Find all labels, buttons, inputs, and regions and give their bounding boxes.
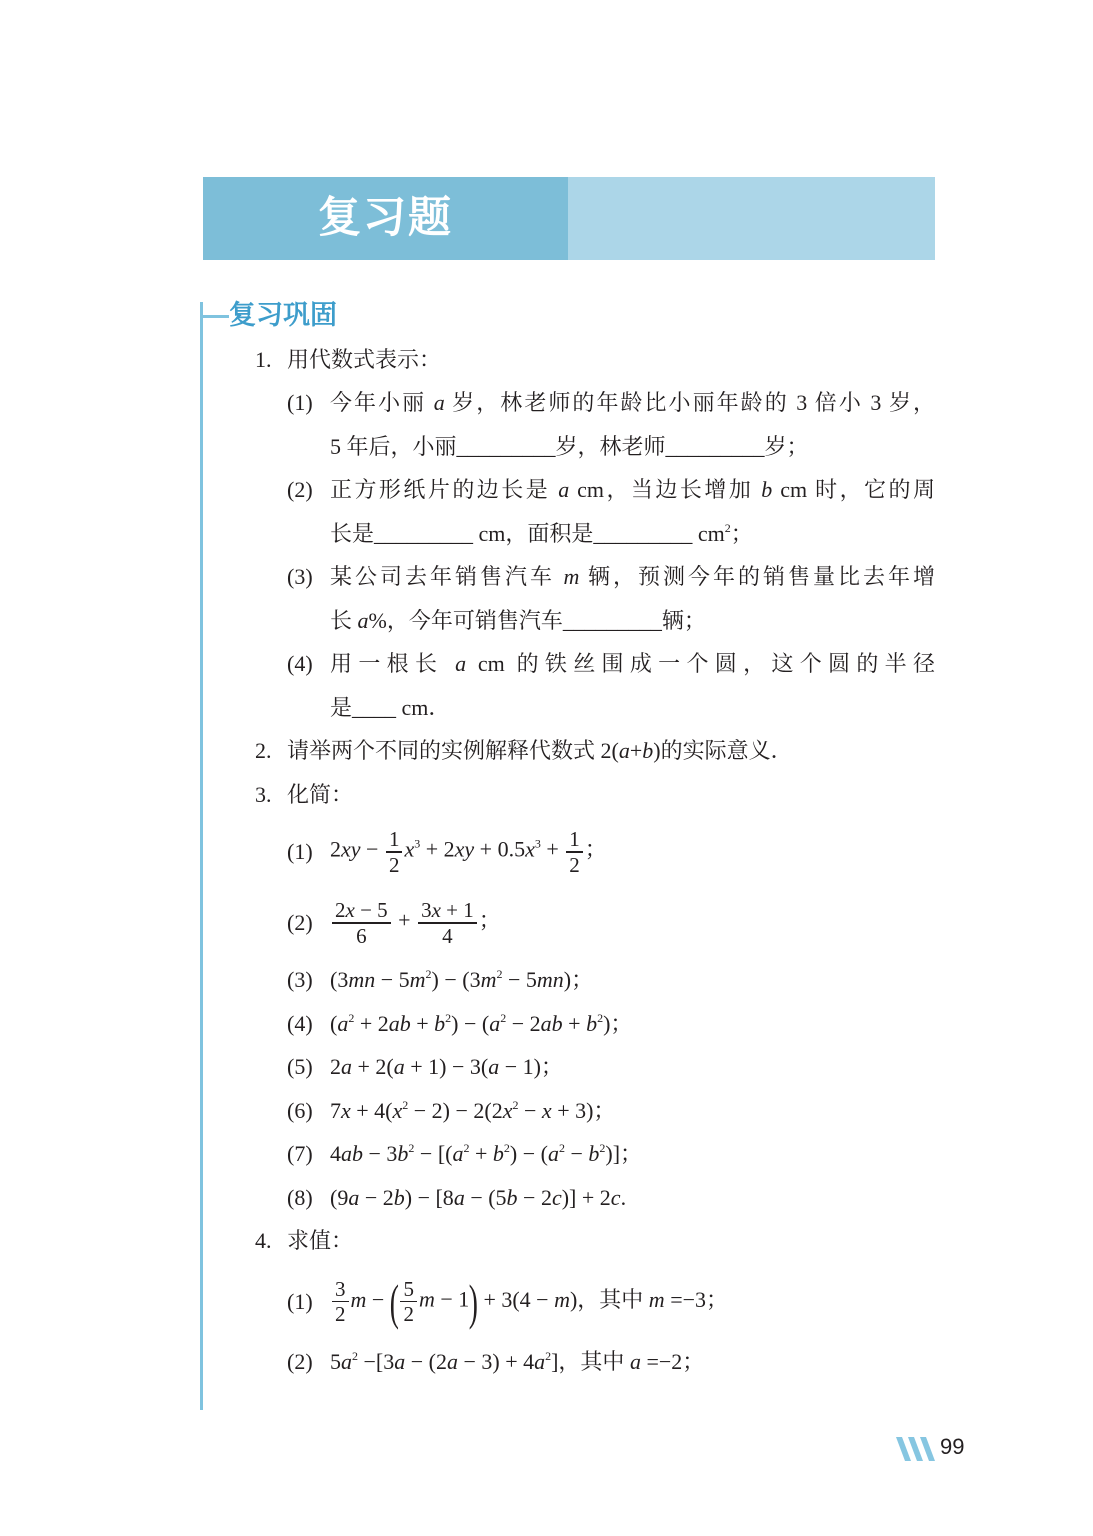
- text-run: )] + 2: [561, 1184, 611, 1210]
- text-run: 请举两个不同的实例解释代数式 2(: [287, 738, 619, 764]
- math-variable: xy: [341, 837, 361, 863]
- text-run: −: [360, 837, 384, 863]
- text-run: ]，其中: [551, 1348, 630, 1374]
- fraction: [400, 1277, 417, 1326]
- math-variable: a: [348, 1184, 360, 1210]
- superscript: 2: [558, 1141, 565, 1156]
- text-run: + 4(: [350, 1097, 393, 1123]
- answer-blank: _________: [562, 607, 662, 633]
- text-run: (: [330, 1010, 338, 1036]
- fraction-numerator: [332, 1277, 349, 1301]
- text-run: ) − (3: [431, 967, 481, 993]
- math-variable: b: [397, 1141, 409, 1167]
- fraction: [418, 898, 477, 947]
- fraction-numerator: [386, 827, 403, 851]
- text-run: ) − [8: [404, 1184, 454, 1210]
- text-run: 某公司去年销售汽车: [330, 564, 564, 590]
- section-rule-tick: [200, 315, 229, 318]
- text-run: 5: [330, 1348, 341, 1374]
- text-run: 求值：: [287, 1228, 354, 1254]
- sub-question-label: (2): [287, 910, 313, 935]
- superscript: 2: [352, 1348, 358, 1363]
- sub-question-line: [287, 1340, 935, 1384]
- problem-2: [255, 730, 935, 774]
- sub-question: [255, 1133, 935, 1177]
- problem-1: [255, 338, 935, 730]
- sub-question-line: [287, 1089, 935, 1133]
- text-run: − 2) − 2(2: [408, 1097, 503, 1123]
- superscript: 2: [503, 1141, 510, 1156]
- sub-question-line: [287, 469, 935, 513]
- text-run: − 2: [359, 1184, 394, 1210]
- line-body: [287, 345, 935, 375]
- problem-line: [255, 730, 935, 774]
- math-variable: b: [642, 738, 654, 764]
- text-run: − 1: [434, 1286, 470, 1312]
- text-run: 3: [335, 1276, 346, 1301]
- math-variable: b: [393, 1184, 405, 1210]
- superscript: 3: [414, 837, 421, 852]
- line-body: [330, 475, 935, 505]
- text-run: )，其中: [569, 1286, 649, 1312]
- banner-light-panel: [568, 177, 935, 260]
- math-variable: b: [434, 1010, 446, 1036]
- text-run: 岁，林老师的年龄比小丽年龄的 3 倍小 3 岁，: [444, 390, 935, 416]
- text-run: − 5: [354, 898, 388, 923]
- superscript: 2: [512, 1097, 519, 1112]
- big-right-paren: ): [469, 1273, 479, 1330]
- fraction-denominator: [353, 924, 370, 948]
- line-body: [330, 1347, 935, 1377]
- text-run: +: [540, 837, 565, 863]
- line-body: [330, 1009, 935, 1039]
- math-variable: c: [610, 1184, 621, 1210]
- math-variable: a: [618, 738, 630, 764]
- text-run: cm，面积是: [473, 520, 594, 546]
- text-run: 2: [388, 852, 400, 877]
- text-run: + 1) − 3(: [404, 1054, 489, 1080]
- line-body: [330, 1273, 935, 1330]
- fraction-denominator: [386, 853, 403, 877]
- sub-question: [255, 1046, 935, 1090]
- text-run: 用代数式表示：: [287, 346, 442, 372]
- text-run: 化简：: [287, 781, 354, 807]
- line-body: [330, 388, 935, 418]
- problem-number: 4.: [255, 1228, 272, 1254]
- text-run: cm，当边长增加: [569, 477, 762, 503]
- slash-decoration-icon: [896, 1437, 936, 1461]
- text-run: =−3；: [664, 1286, 729, 1312]
- problem-list: [255, 338, 935, 1384]
- line-body: [330, 562, 935, 592]
- fraction-denominator: [332, 1302, 349, 1326]
- sub-question-line: [330, 512, 935, 556]
- math-variable: a: [341, 1054, 352, 1080]
- sub-question: [255, 1176, 935, 1220]
- line-body: [330, 965, 935, 995]
- line-body: [330, 1183, 935, 1213]
- superscript: 2: [597, 1010, 604, 1025]
- line-body: [330, 1139, 935, 1169]
- text-run: 辆；: [661, 607, 706, 633]
- sub-question: [255, 959, 935, 1003]
- math-variable: x: [341, 1097, 351, 1123]
- sub-question: [255, 817, 935, 888]
- math-variable: a: [629, 1348, 641, 1374]
- text-run: − 1)；: [499, 1054, 563, 1080]
- sub-question-line: [287, 888, 935, 959]
- sub-question-label: (8): [287, 1184, 313, 1210]
- text-run: 5: [403, 1276, 414, 1301]
- text-run: − 3: [363, 1141, 398, 1167]
- big-left-paren: (: [389, 1273, 399, 1330]
- fraction: [566, 827, 583, 876]
- text-run: 6: [356, 923, 367, 948]
- text-run: + 2(: [352, 1054, 394, 1080]
- sub-question-label: (1): [287, 1288, 313, 1314]
- sub-question: [255, 1263, 935, 1340]
- text-run: (3: [330, 967, 349, 993]
- math-variable: a: [453, 1184, 465, 1210]
- sub-question-line: [287, 556, 935, 600]
- sub-question: [255, 1002, 935, 1046]
- text-run: + 1: [440, 898, 474, 923]
- text-run: 用一根长: [330, 651, 456, 677]
- sub-question: [255, 888, 935, 959]
- line-body: [330, 827, 935, 876]
- line-body: [330, 432, 935, 462]
- text-run: − 5: [375, 967, 410, 993]
- math-variable: b: [761, 477, 773, 503]
- math-variable: b: [506, 1184, 518, 1210]
- math-variable: x: [541, 1097, 552, 1123]
- text-run: + 2: [354, 1010, 389, 1036]
- line-body: [330, 1096, 935, 1126]
- answer-blank: _________: [593, 520, 693, 546]
- math-variable: x: [392, 1097, 403, 1123]
- text-run: %，今年可销售汽车: [368, 607, 563, 633]
- math-variable: a: [341, 1348, 352, 1374]
- superscript: 2: [500, 1010, 507, 1025]
- text-run: +: [629, 738, 643, 764]
- math-variable: mn: [348, 967, 376, 993]
- math-variable: x: [525, 837, 535, 863]
- line-body: [287, 780, 935, 810]
- text-run: cm: [692, 520, 725, 546]
- answer-blank: _________: [456, 433, 556, 459]
- text-run: cm 时，它的周: [772, 477, 935, 503]
- math-variable: x: [345, 898, 355, 923]
- text-run: 是: [330, 694, 353, 720]
- math-variable: m: [648, 1286, 665, 1312]
- sub-question: [255, 556, 935, 643]
- fraction: [332, 1277, 349, 1326]
- text-run: 2: [330, 1054, 341, 1080]
- sub-question-label: (3): [287, 564, 313, 590]
- math-variable: b: [586, 1010, 598, 1036]
- superscript: 2: [425, 967, 432, 982]
- section-rule: [200, 302, 203, 1410]
- sub-question-line: [287, 1046, 935, 1090]
- sub-question: [255, 1089, 935, 1133]
- math-variable: x: [404, 837, 415, 863]
- section-heading: 复习巩固: [229, 300, 337, 331]
- sub-question-label: (1): [287, 839, 313, 864]
- sub-question-label: (2): [287, 1348, 313, 1374]
- sub-question-label: (7): [287, 1141, 313, 1167]
- page-number: 99: [940, 1434, 965, 1459]
- text-run: cm．: [396, 694, 451, 720]
- fraction-numerator: [566, 827, 583, 851]
- sub-question-line: [330, 599, 935, 643]
- math-variable: x: [431, 898, 441, 923]
- text-run: 2: [335, 1302, 346, 1327]
- title-banner: [203, 177, 935, 260]
- math-variable: mn: [536, 967, 564, 993]
- text-run: 2: [335, 898, 346, 923]
- text-run: − 5: [502, 967, 537, 993]
- answer-blank: ____: [352, 694, 397, 720]
- text-run: 今年小丽: [330, 390, 434, 416]
- slash-bar-icon: [920, 1437, 935, 1461]
- text-run: + 0.5: [474, 837, 526, 863]
- problem-3: [255, 773, 935, 1220]
- text-run: cm 的铁丝围成一个圆，这个圆的半径: [466, 651, 935, 677]
- problem-number: 3.: [255, 781, 272, 807]
- text-run: + 2: [420, 837, 455, 863]
- text-run: 4: [442, 923, 453, 948]
- superscript: 2: [599, 1141, 606, 1156]
- math-variable: m: [409, 967, 426, 993]
- text-run: +: [392, 908, 417, 934]
- text-run: )；: [603, 1010, 633, 1036]
- sub-question-line: [287, 643, 935, 687]
- text-run: )的实际意义．: [653, 738, 793, 764]
- line-body: [330, 606, 935, 636]
- sub-question-line: [287, 1263, 935, 1340]
- text-run: −: [366, 1286, 390, 1312]
- text-run: − [(: [414, 1141, 453, 1167]
- sub-question-line: [287, 1133, 935, 1177]
- sub-question-line: [287, 817, 935, 888]
- sub-question-line: [287, 382, 935, 426]
- sub-question-label: (3): [287, 967, 313, 993]
- text-run: ) − (: [509, 1141, 548, 1167]
- text-run: 5 年后，小丽: [330, 433, 457, 459]
- sub-question-line: [330, 425, 935, 469]
- fraction: [332, 898, 391, 947]
- math-variable: x: [502, 1097, 513, 1123]
- sub-question: [255, 469, 935, 556]
- problem-4: [255, 1220, 935, 1384]
- line-body: [330, 693, 935, 723]
- line-body: [330, 1052, 935, 1082]
- math-variable: a: [489, 1010, 501, 1036]
- text-run: − (2: [405, 1348, 447, 1374]
- sub-question-line: [287, 959, 935, 1003]
- problem-number: 1.: [255, 346, 272, 372]
- problem-line: [255, 1220, 935, 1264]
- fraction-denominator: [400, 1302, 417, 1326]
- math-variable: a: [547, 1141, 559, 1167]
- text-run: − 3) + 4: [457, 1348, 535, 1374]
- sub-question-line: [287, 1002, 935, 1046]
- answer-blank: _________: [374, 520, 474, 546]
- superscript: 2: [724, 520, 731, 535]
- text-run: 岁；: [764, 433, 809, 459]
- math-variable: a: [455, 651, 467, 677]
- line-body: [330, 649, 935, 679]
- sub-question: [255, 382, 935, 469]
- text-run: 辆，预测今年的销售量比去年增: [579, 564, 935, 590]
- text-run: )]；: [605, 1141, 643, 1167]
- text-run: +: [410, 1010, 435, 1036]
- sub-question: [255, 1340, 935, 1384]
- text-run: 7: [330, 1097, 341, 1123]
- superscript: 2: [445, 1010, 452, 1025]
- slash-bar-icon: [896, 1437, 911, 1461]
- sub-question: [255, 643, 935, 730]
- math-variable: ab: [540, 1010, 563, 1036]
- text-run: 3: [421, 898, 432, 923]
- superscript: 2: [402, 1097, 409, 1112]
- text-run: 1: [388, 827, 400, 852]
- math-variable: a: [452, 1141, 464, 1167]
- text-run: − 2: [506, 1010, 541, 1036]
- math-variable: ab: [388, 1010, 411, 1036]
- fraction-numerator: [400, 1277, 417, 1301]
- slash-bar-icon: [908, 1437, 923, 1461]
- text-run: 正方形纸片的边长是: [330, 477, 559, 503]
- math-variable: a: [433, 390, 445, 416]
- text-run: )；: [563, 967, 594, 993]
- text-run: ；: [478, 908, 501, 934]
- sub-question-line: [330, 686, 935, 730]
- math-variable: m: [563, 564, 580, 590]
- sub-question-label: (5): [287, 1054, 313, 1080]
- text-run: +: [562, 1010, 587, 1036]
- math-variable: m: [350, 1286, 367, 1312]
- text-run: =−2；: [640, 1348, 705, 1374]
- math-variable: b: [492, 1141, 504, 1167]
- math-variable: m: [480, 967, 497, 993]
- fraction-denominator: [566, 853, 583, 877]
- text-run: .: [620, 1184, 627, 1210]
- superscript: 2: [348, 1010, 355, 1025]
- math-variable: b: [588, 1141, 600, 1167]
- line-body: [287, 1226, 935, 1256]
- math-variable: a: [337, 1010, 349, 1036]
- text-run: −: [518, 1097, 542, 1123]
- text-run: − 2: [517, 1184, 552, 1210]
- text-run: 长是: [330, 520, 375, 546]
- math-variable: xy: [454, 837, 475, 863]
- superscript: 2: [463, 1141, 470, 1156]
- math-variable: c: [551, 1184, 562, 1210]
- text-run: + 3(4 −: [477, 1286, 555, 1312]
- fraction-numerator: [332, 898, 391, 922]
- line-body: [287, 736, 935, 766]
- superscript: 2: [545, 1348, 552, 1363]
- answer-blank: _________: [665, 433, 765, 459]
- text-run: ；: [584, 837, 607, 863]
- text-run: +: [469, 1141, 493, 1167]
- math-variable: a: [393, 1054, 405, 1080]
- math-variable: a: [534, 1348, 546, 1374]
- sub-question-label: (6): [287, 1097, 313, 1123]
- text-run: −[3: [358, 1348, 395, 1374]
- sub-question-label: (4): [287, 1010, 313, 1036]
- superscript: 3: [534, 837, 541, 852]
- text-run: 4: [330, 1141, 341, 1167]
- text-run: 2: [569, 852, 580, 877]
- banner-dark-panel: [203, 177, 568, 260]
- math-variable: a: [558, 477, 570, 503]
- parenthesized-body: [398, 1277, 469, 1326]
- text-run: − (5: [464, 1184, 507, 1210]
- text-run: −: [564, 1141, 589, 1167]
- text-run: ) − (: [451, 1010, 490, 1036]
- superscript: 2: [496, 967, 503, 982]
- text-run: 2: [330, 837, 341, 863]
- line-body: [330, 519, 935, 549]
- problem-number: 2.: [255, 738, 272, 764]
- problem-line: [255, 338, 935, 382]
- math-variable: a: [357, 607, 369, 633]
- superscript: 2: [408, 1141, 415, 1156]
- math-variable: m: [554, 1286, 570, 1312]
- math-variable: a: [394, 1348, 406, 1374]
- fraction: [386, 827, 403, 876]
- math-variable: a: [488, 1054, 500, 1080]
- math-variable: ab: [341, 1141, 363, 1167]
- text-run: + 3)；: [551, 1097, 616, 1123]
- fraction-denominator: [439, 924, 456, 948]
- text-run: 岁，林老师: [555, 433, 666, 459]
- math-variable: m: [418, 1286, 435, 1312]
- fraction-numerator: [418, 898, 477, 922]
- sub-question-label: (2): [287, 477, 313, 503]
- math-variable: a: [446, 1348, 458, 1374]
- parenthesized-group: [389, 1273, 479, 1330]
- problem-line: [255, 773, 935, 817]
- text-run: 2: [403, 1302, 414, 1327]
- line-body: [330, 898, 935, 947]
- text-run: (9: [330, 1184, 349, 1210]
- page-title: 复习题: [318, 193, 453, 243]
- sub-question-label: (4): [287, 651, 313, 677]
- text-run: ；: [730, 520, 753, 546]
- text-run: 长: [330, 607, 358, 633]
- text-run: 1: [569, 827, 580, 852]
- sub-question-line: [287, 1176, 935, 1220]
- sub-question-label: (1): [287, 390, 313, 416]
